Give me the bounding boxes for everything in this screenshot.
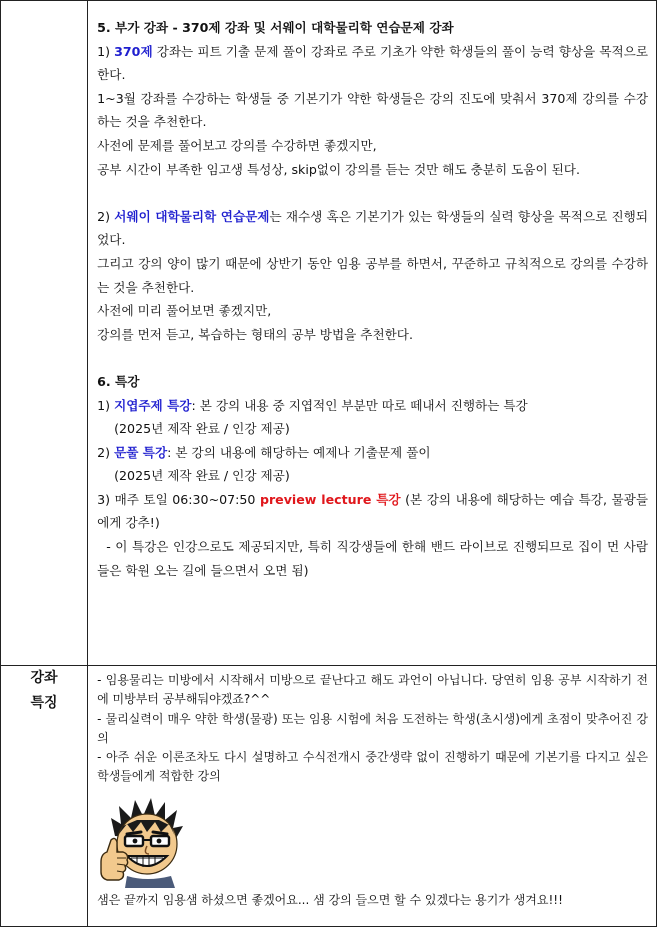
feature-line: - 아주 쉬운 이론조차도 다시 설명하고 수식전개시 중간생략 없이 진행하기 때문에 기본기를 다지고 싶은 학생들에게 적합한 강의 [97, 750, 648, 784]
section5-item2-line: 강의를 먼저 듣고, 복습하는 형태의 공부 방법을 추천한다. [97, 326, 413, 342]
features-label-line1: 강좌 [30, 670, 58, 686]
features-row [1, 666, 657, 927]
section5-item1-line: 공부 시간이 부족한 임고생 특성상, skip없이 강의를 듣는 것만 해도 충분히 도움이 된다. [97, 161, 580, 177]
highlight-problem-lecture: 문풀 특강 [114, 444, 168, 460]
section6-item2-note: (2025년 제작 완료 / 인강 제공) [114, 468, 290, 484]
highlight-topic-lecture: 지엽주제 특강 [114, 397, 192, 413]
section5-heading: 5. 부가 강좌 - 370제 강좌 및 서웨이 대학물리학 연습문제 강좌 [97, 20, 454, 35]
highlight-serway: 서웨이 대학물리학 연습문제 [114, 208, 270, 224]
section5-item2-line: 그리고 강의 양이 많기 때문에 상반기 동안 임용 공부를 하면서, 꾸준하고 규칙적으로 강의를 수강하는 것을 추천한다. [97, 255, 648, 295]
extra-lectures-row [1, 1, 657, 666]
section6-item1-note: (2025년 제작 완료 / 인강 제공) [114, 421, 290, 437]
section6-item3: 3) 매주 토일 06:30~07:50 preview lecture 특강 (본 강의 내용에 해당하는 예습 특강, 물광들에게 강추!) [97, 491, 648, 531]
section5-item1-line: 1~3월 강좌를 수강하는 학생들 중 기본기가 약한 학생들은 강의 진도에 맞춰서 370제 강의를 수강하는 것을 추천한다. [97, 90, 648, 130]
features-label-line2: 특징 [30, 695, 58, 711]
section5-item2-line: 사전에 미리 풀어보면 좋겠지만, [97, 303, 272, 319]
section5-item2: 2) 서웨이 대학물리학 연습문제는 재수생 혹은 기본기가 있는 학생들의 실력 향상을 목적으로 진행되었다. [97, 208, 648, 248]
features-cell [88, 666, 657, 927]
thumbs-up-teacher-cartoon-icon [97, 792, 189, 888]
closing-message: 샘은 끝까지 임용샘 하셨으면 좋겠어요... 샘 강의 들으면 할 수 있겠다는 용기가 생겨요!!! [97, 893, 563, 907]
section5-item1: 1) 370제 강좌는 피트 기출 문제 풀이 강좌로 주로 기초가 약한 학생들의 풀이 능력 향상을 목적으로 한다. [97, 43, 648, 83]
feature-line: - 물리실력이 매우 약한 학생(물광) 또는 임용 시험에 처음 도전하는 학생(초시생)에게 초점이 맞추어진 강의 [97, 711, 648, 745]
section6-item3-sub: - 이 특강은 인강으로도 제공되지만, 특히 직강생들에 한해 밴드 라이브로 진행되므로 집이 먼 사람들은 학원 오는 길에 들으면서 오면 됨) [97, 539, 649, 578]
empty-label-cell [1, 1, 88, 666]
highlight-370: 370제 [114, 43, 153, 59]
feature-line: - 임용물리는 미방에서 시작해서 미방으로 끝난다고 해도 과언이 아닙니다. 당연히 임용 공부 시작하기 전에 미방부터 공부해둬야겠죠?^^ [97, 673, 648, 707]
section6-heading: 6. 특강 [97, 373, 140, 389]
section5-item1-line: 사전에 문제를 풀어보고 강의를 수강하면 좋겠지만, [97, 137, 377, 153]
section6-item1: 1) 지엽주제 특강: 본 강의 내용 중 지엽적인 부분만 따로 떼내서 진행하는 특강 [97, 397, 528, 413]
extra-lectures-cell [88, 1, 657, 666]
section6-item2: 2) 문풀 특강: 본 강의 내용에 해당하는 예제나 기출문제 풀이 [97, 444, 431, 460]
features-label-cell [1, 666, 88, 927]
highlight-preview-lecture: preview lecture 특강 [259, 491, 401, 507]
